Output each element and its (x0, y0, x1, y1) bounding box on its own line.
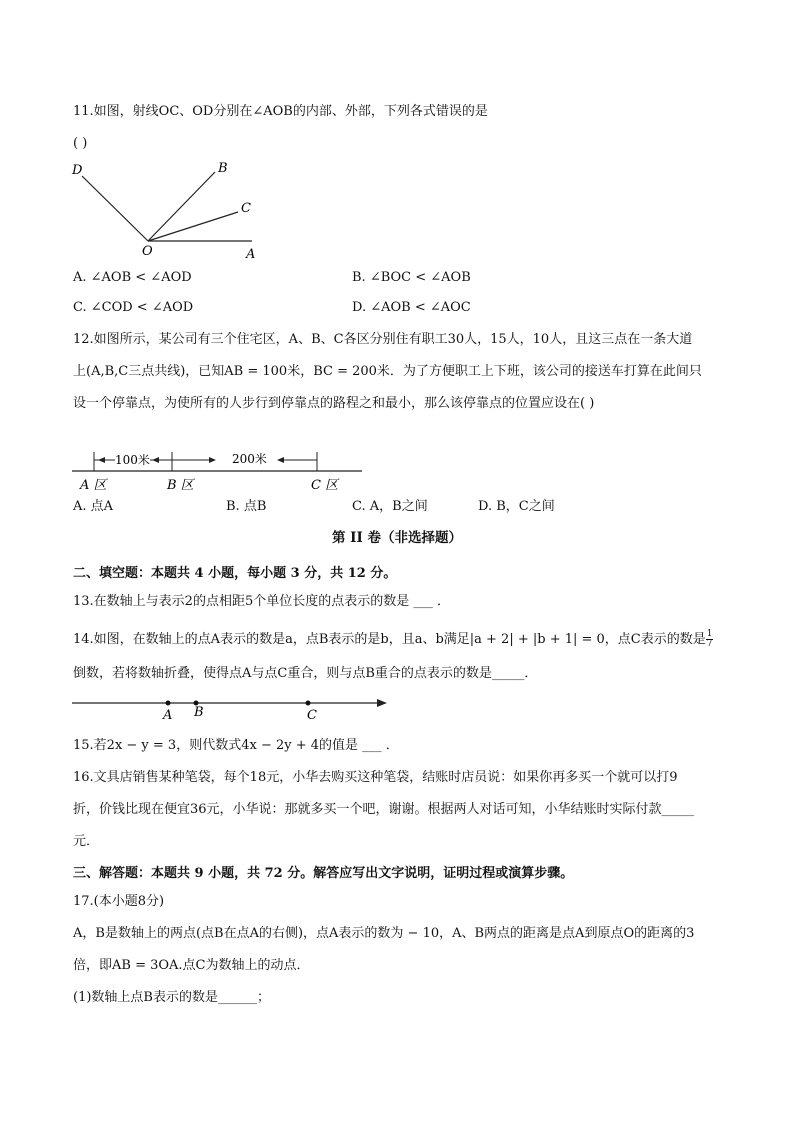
q11-stem: 11.如图，射线OC、OD分别在∠AOB的内部、外部，下列各式错误的是 (73, 104, 488, 119)
label-b: B (218, 161, 228, 176)
label-a: A (246, 247, 256, 262)
label-c: C (241, 201, 251, 216)
q14-line1-text: 14.如图，在数轴上的点A表示的数是a，点B表示的是b，且a、b满足|a + 2| + |b + 1| = 0，点C表示的数是 (73, 632, 706, 647)
part2-title: 第 II 卷（非选择题） (331, 530, 463, 546)
section-2-heading: 二、填空题：本题共 4 小题，每小题 3 分，共 12 分。 (73, 566, 397, 581)
distance-100: 100米 (115, 453, 150, 467)
section-3-heading: 三、解答题：本题共 9 小题，共 72 分。解答应写出文字说明，证明过程或演算步骤。 (73, 866, 574, 881)
q12-line2: 上(A,B,C三点共线)，已知AB = 100米，BC = 200米．为了方便职工上下班，该公司的接送车打算在此间只 (73, 364, 702, 379)
label-c: C (307, 708, 317, 723)
point-c (306, 701, 311, 706)
fraction-numerator: 1 (706, 629, 713, 639)
q11-angle-figure (60, 152, 280, 264)
fraction-denominator: 7 (706, 639, 713, 649)
q12-option-c: C. A，B之间 (352, 499, 428, 514)
label-b: B (194, 705, 204, 720)
ray-od (82, 176, 148, 241)
arrow-head-1 (98, 457, 105, 463)
q16-line3: 元． (73, 834, 100, 849)
label-area-b: B 区 (167, 478, 194, 493)
q17-head: 17.(本小题8分) (73, 894, 165, 909)
arrow-head-4 (277, 457, 284, 463)
q11-option-b: B. ∠BOC < ∠AOB (352, 270, 471, 285)
q12-option-a: A. 点A (73, 499, 114, 514)
q15-text: 15.若2x − y = 3，则代数式4x − 2y + 4的值是 ___ ． (73, 738, 399, 753)
q14-line1 (73, 630, 713, 649)
q17-sub1: (1)数轴上点B表示的数是______； (73, 990, 270, 1005)
q14-line2: 倒数，若将数轴折叠，使得点A与点C重合，则与点B重合的点表示的数是_____． (73, 666, 538, 681)
label-area-a: A 区 (80, 478, 107, 493)
q11-option-a: A. ∠AOB < ∠AOD (73, 270, 192, 285)
label-d: D (72, 163, 83, 178)
q14-number-line (60, 692, 400, 724)
arrow-head-3 (209, 457, 216, 463)
arrow-head-2 (152, 457, 159, 463)
q12-line1: 12.如图所示，某公司有三个住宅区，A、B、C各区分别住有职工30人，15人，10人，且这三点在一条大道 (73, 332, 693, 347)
q14-fraction (706, 630, 714, 649)
q17-line2: 倍，即AB = 3OA.点C为数轴上的动点． (73, 958, 310, 973)
axis-arrow (377, 699, 387, 707)
label-a: A (163, 708, 173, 723)
q11-option-d: D. ∠AOB < ∠AOC (352, 300, 471, 315)
q11-option-c: C. ∠COD < ∠AOD (73, 300, 194, 315)
distance-200: 200米 (232, 452, 267, 466)
q12-option-d: D. B，C之间 (478, 499, 555, 514)
label-area-c: C 区 (311, 478, 339, 493)
q16-line2: 折，价钱比现在便宜36元，小华说：那就多买一个吧，谢谢。根据两人对话可知，小华结账时实际付款_____ (73, 802, 695, 817)
q16-line1: 16.文具店销售某种笔袋，每个18元，小华去购买这种笔袋，结账时店员说：如果你再多买一个就可以打9 (73, 770, 678, 785)
q12-option-b: B. 点B (226, 499, 267, 514)
label-o: O (142, 244, 153, 259)
q17-line1: A，B是数轴上的两点(点B在点A的右侧)，点A表示的数为 − 10，A、B两点的距离是点A到原点O的距离的3 (73, 926, 695, 941)
q13-text: 13.在数轴上与表示2的点相距5个单位长度的点表示的数是 ___ ． (73, 594, 450, 609)
q12-line3: 设一个停靠点，为使所有的人步行到停靠点的路程之和最小，那么该停靠点的位置应设在( ) (73, 396, 595, 411)
q12-road-figure (60, 446, 370, 496)
q11-answer-paren: ( ) (73, 136, 88, 151)
point-a (166, 701, 171, 706)
